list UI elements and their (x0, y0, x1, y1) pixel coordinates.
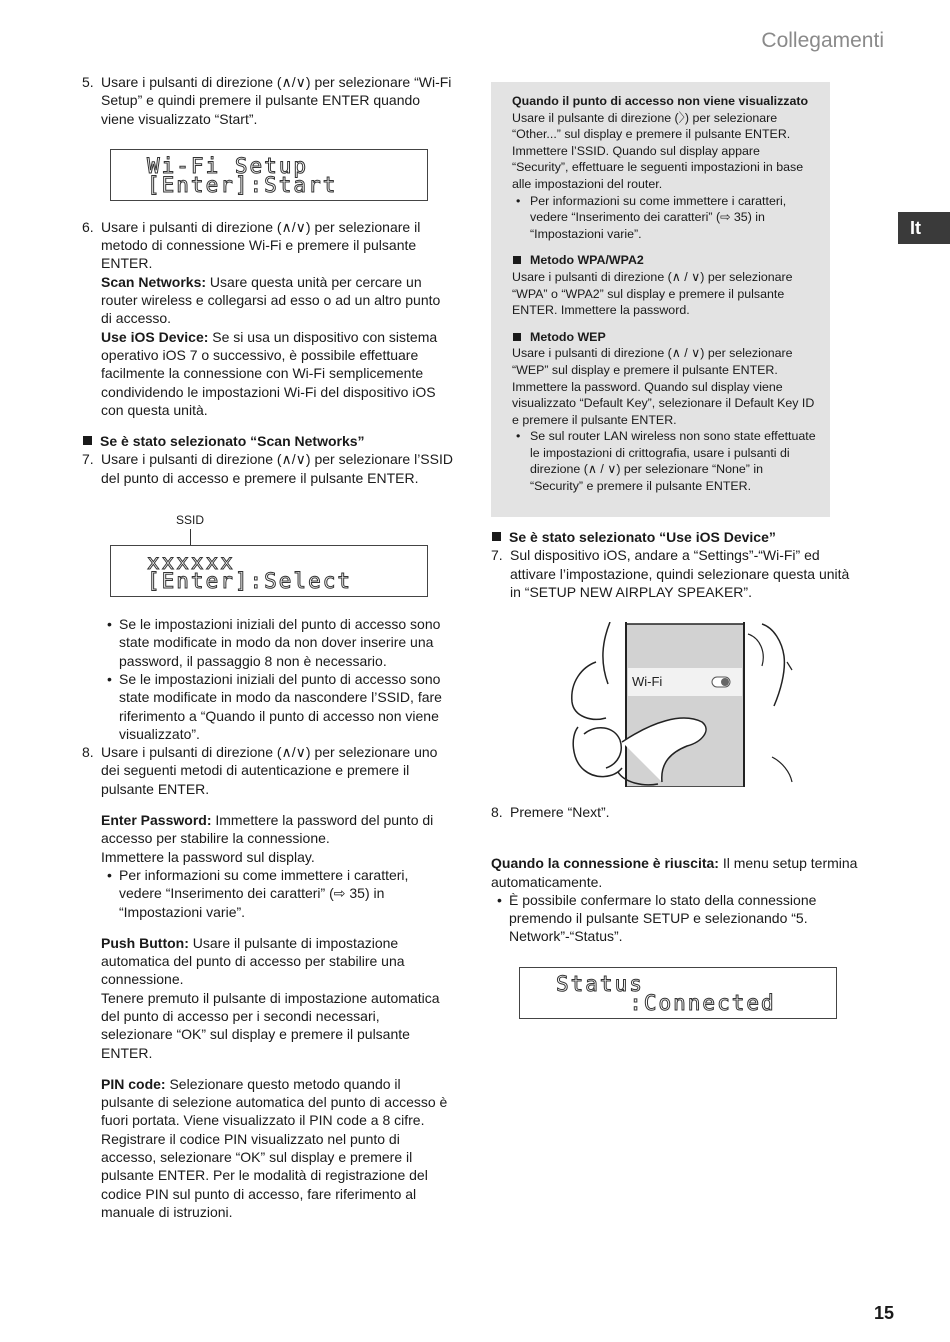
hand-holding-phone-icon (562, 622, 794, 787)
up-down-arrows-icon: ∧/∨ (281, 744, 306, 761)
up-down-arrows-icon: ∧/∨ (281, 451, 306, 468)
pin-code-section: PIN code: Selezionare questo metodo quando il pulsante di selezione automatica del punto di accesso è fuori portata. Viene visualizzato il PIN code a 8 cifre. Registrare il codice PIN visualizzato nel punto di accesso, selezionare “OK” sul display e premere il pulsante ENTER. Per le modalità di registrazione del codice PIN sul punto di accesso, fare riferimento al manuale di istruzioni. (101, 1075, 448, 1220)
lcd-line-1: Wi-Fi Setup (147, 153, 309, 178)
lcd-display-ssid (110, 545, 428, 597)
push-button-label: Push Button: (101, 934, 189, 951)
list-item: • Per informazioni su come immettere i caratteri, vedere “Inserimento dei caratteri” (⇨ 35) in “Impostazioni varie”. (512, 193, 818, 243)
enter-password-section: Enter Password: Immettere la password del punto di accesso per stabilire la connessione. Immettere la password sul display. • Per informazioni su come immettere i caratteri, vedere “Inserimento dei caratteri” (⇨ 35) in “Impostazioni varie”. (82, 811, 454, 921)
ssid-lcd-group (82, 495, 454, 594)
list-item: • È possibile confermare lo stato della connessione premendo il pulsante SETUP e selezionando “5. Network”-“Status”. (491, 891, 863, 946)
enter-password-label: Enter Password: (101, 812, 212, 829)
right-column-lower (491, 803, 863, 946)
use-ios-device-label: Use iOS Device: (101, 328, 209, 345)
step-8: 8. Usare i pulsanti di direzione (∧/∨) per selezionare uno dei seguenti metodi di autenticazione e premere il pulsante ENTER. (82, 744, 438, 797)
page-header-title: Collegamenti (761, 29, 884, 52)
lcd-line-2: :Connected (556, 991, 776, 1015)
lcd-line-1: Status (556, 972, 644, 996)
up-down-arrows-icon: ∧ / ∨ (671, 269, 701, 284)
lcd-line-2: [Enter]:Select (147, 569, 353, 594)
ssid-pointer-line (190, 529, 191, 545)
scan-networks-label: Scan Networks: (101, 273, 207, 290)
list-item: • Se sul router LAN wireless non sono state effettuate le impostazioni di crittografia, usare i pulsanti di direzione (∧ / ∨) per selezionare “None” in “Security” e premere il pulsante ENTER. (512, 428, 818, 494)
use-ios-heading: Se è stato selezionato “Use iOS Device” (491, 528, 863, 546)
list-item: • Se le impostazioni iniziali del punto di accesso sono state modificate in modo da non dover inserire una password, il passaggio 8 non è necessario. (101, 615, 454, 670)
step-5: 5. Usare i pulsanti di direzione (∧/∨) per selezionare “Wi-Fi Setup” e quindi premere il pulsante ENTER quando viene visualizzato “Start”. (82, 74, 452, 127)
left-column (82, 73, 454, 1221)
lcd-display-wifi-setup (110, 149, 428, 201)
wpa-heading: Metodo WPA/WPA2 (512, 252, 818, 269)
ios-wifi-illustration (562, 622, 794, 787)
right-column (491, 528, 863, 601)
reference-arrow-icon: ⇨ (720, 210, 731, 225)
lcd-line-2: [Enter]:Start (147, 172, 338, 197)
success-paragraph: Quando la connessione è riuscita: Il menu setup termina automaticamente. (491, 855, 858, 890)
list-item: • Per informazioni su come immettere i caratteri, vedere “Inserimento dei caratteri” (⇨ 35) in “Impostazioni varie”. (101, 866, 454, 921)
step-7-ios: 7. Sul dispositivo iOS, andare a “Settings”-“Wi-Fi” ed attivare l’impostazione, quindi selezionare questa unità in “SETUP NEW AIRPLAY SPEAKER”. (491, 547, 850, 600)
scan-networks-heading: Se è stato selezionato “Scan Networks” (82, 432, 454, 450)
reference-arrow-icon: ⇨ (333, 885, 346, 902)
right-arrow-icon: 〉 (678, 110, 685, 125)
wep-heading: Metodo WEP (512, 329, 818, 346)
list-item: • Se le impostazioni iniziali del punto di accesso sono state modificate in modo da nascondere l’SSID, fare riferimento a “Quando il punto di accesso non viene visualizzato”. (101, 670, 454, 743)
up-down-arrows-icon: ∧ / ∨ (671, 346, 701, 361)
pin-code-label: PIN code: (101, 1075, 166, 1092)
wifi-setting-label: Wi-Fi (632, 674, 663, 689)
lcd-line-1: xxxxxx (147, 550, 235, 575)
success-label: Quando la connessione è riuscita: (491, 855, 719, 872)
push-button-section: Push Button: Usare il pulsante di impostazione automatica del punto di accesso per stabilire una connessione. Tenere premuto il pulsante di impostazione automatica del punto di accesso per i secondi necessari, selezionare “OK” sul display e premere il pulsante ENTER. (101, 934, 440, 1061)
ssid-label: SSID (176, 513, 205, 528)
note-title: Quando il punto di accesso non viene visualizzato (512, 94, 809, 108)
language-tab: It (898, 212, 950, 244)
step-7-notes (82, 615, 454, 743)
step-8-ios: 8. Premere “Next”. (491, 804, 610, 820)
lcd-display-status (519, 967, 837, 1019)
step-6: 6. Usare i pulsanti di direzione (∧/∨) per selezionare il metodo di connessione Wi-Fi e premere il pulsante ENTER. Scan Networks: Usare questa unità per cercare un router wireless e collegarsi ad esso o ad un altro punto di accesso. Use iOS Device: Se si usa un dispositivo con sistema operativo iOS 7 o successivo, è possibile effettuare facilmente la connessione con Wi-Fi semplicemente condividendo le impostazioni Wi-Fi del dispositivo iOS con questa unità. (82, 218, 441, 418)
up-down-arrows-icon: ∧/∨ (281, 218, 306, 235)
page-number: 15 (874, 1303, 895, 1323)
up-down-arrows-icon: ∧/∨ (281, 74, 306, 90)
note-box-hidden-ssid: Quando il punto di accesso non viene visualizzato Usare il pulsante di direzione (〉) per selezionare “Other...” sul display e premere il pulsante ENTER. Immettere l’SSID. Quando sul display appare “Security”, effettuare le seguenti impostazioni in base alle impostazioni del router. • Per informazioni su come immettere i caratteri, vedere “Inserimento dei caratteri” (⇨ 35) in “Impostazioni varie”. Metodo WPA/WPA2 Usare i pulsanti di direzione (∧ / ∨) per selezionare “WPA” o “WPA2” sul display e premere il pulsante ENTER. Immettere la password. Metodo WEP Usare i pulsanti di direzione (∧ / ∨) per selezionare “WEP” sul display e premere il pulsante ENTER. Immettere la password. Quando sul display viene visualizzato “Default Key”, selezionare il Default Key ID e premere il pulsante ENTER. • Se sul router LAN wireless non sono state effettuate le impostazioni di crittografia, usare i pulsanti di direzione (∧ / ∨) per selezionare “None” in “Security” e premere il pulsante ENTER. (491, 82, 830, 517)
up-down-arrows-icon: ∧ / ∨ (587, 462, 617, 477)
step-7: 7. Usare i pulsanti di direzione (∧/∨) per selezionare l’SSID del punto di accesso e premere il pulsante ENTER. (82, 451, 453, 486)
